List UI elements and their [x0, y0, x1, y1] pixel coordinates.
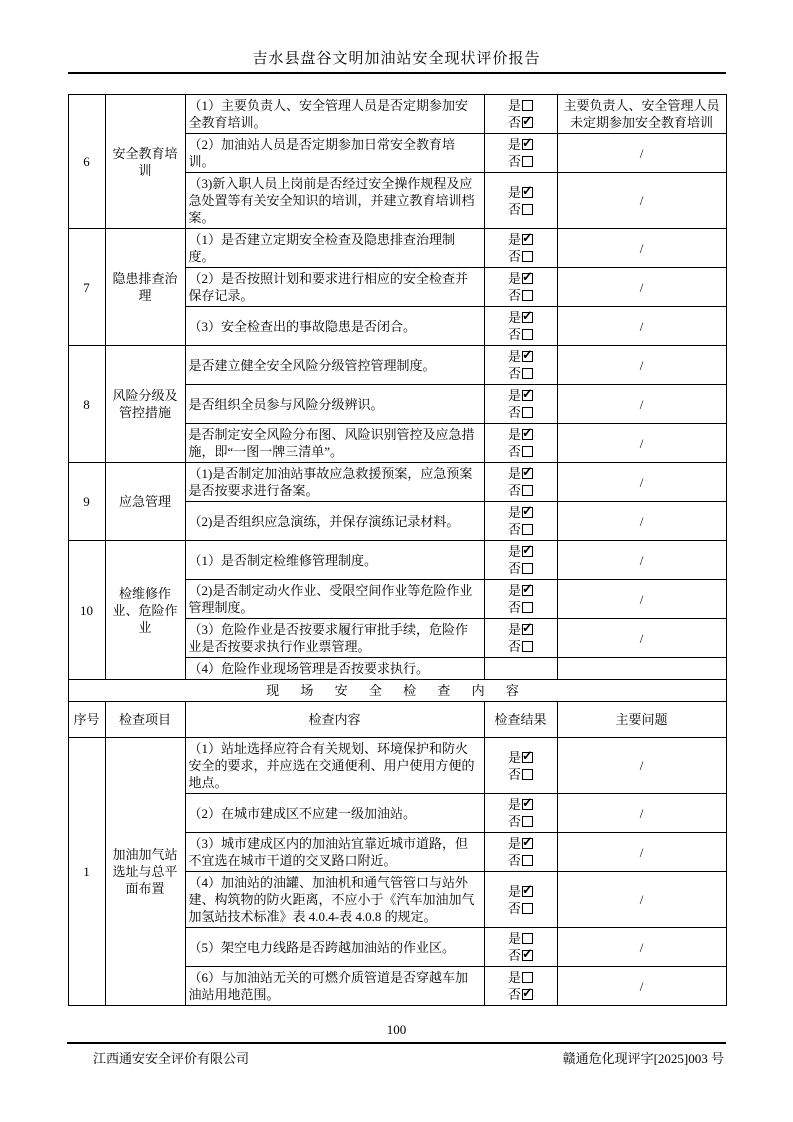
main-problem-cell: / [557, 385, 726, 424]
main-problem-cell: / [557, 928, 726, 967]
check-content-cell: 是否组织全员参与风险分级辨识。 [185, 385, 484, 424]
checkbox-label: 是 [507, 310, 521, 325]
column-header-result: 检查结果 [484, 702, 557, 738]
check-content-cell: （5）架空电力线路是否跨越加油站的作业区。 [185, 928, 484, 967]
checkbox-checked-icon: ✓ [522, 747, 533, 763]
checkbox-unchecked-icon [522, 563, 533, 574]
column-header-content: 检查内容 [185, 702, 484, 738]
checkbox-label: 是 [507, 583, 521, 598]
checkbox-label: 否 [507, 948, 521, 963]
main-problem-cell: / [557, 268, 726, 307]
check-result-cell [484, 502, 557, 541]
checkbox-label: 是 [507, 232, 521, 247]
main-problem-cell: / [557, 580, 726, 619]
checkbox-checked-icon: ✓ [522, 308, 533, 323]
checkbox-checked-icon: ✓ [522, 542, 533, 557]
check-content-cell: （4）危险作业现场管理是否按要求执行。 [185, 658, 484, 680]
inspection-table [68, 94, 727, 1006]
check-project-cell: 加油加气站选址与总平面布置 [105, 738, 185, 1006]
check-project-cell: 应急管理 [105, 463, 185, 541]
checkbox-checked-icon: ✓ [522, 795, 533, 810]
checkbox-checked-icon: ✓ [522, 985, 533, 1000]
column-header-project: 检查项目 [105, 702, 185, 738]
check-content-cell: （3)新入职人员上岗前是否经过安全操作规程及应急处置等有关安全知识的培训，并建立教育培训档案。 [185, 173, 484, 229]
check-result-cell [484, 872, 557, 928]
checkbox-unchecked-icon [522, 251, 533, 262]
checkbox-checked-icon: ✓ [522, 135, 533, 150]
check-result-cell [484, 658, 557, 680]
check-result-cell [484, 580, 557, 619]
checkbox-checked-icon: ✓ [522, 581, 533, 596]
check-content-cell: （2)是否制定动火作业、受限空间作业等危险作业管理制度。 [185, 580, 484, 619]
main-problem-cell: / [557, 833, 726, 872]
checkbox-unchecked-icon [522, 816, 533, 827]
check-result-cell [484, 424, 557, 463]
checkbox-checked-icon: ✓ [522, 620, 533, 635]
checkbox-label: 否 [507, 900, 521, 916]
checkbox-checked-icon: ✓ [522, 386, 533, 401]
check-content-cell: （1）站址选择应符合有关规划、环境保护和防火安全的要求，并应选在交通便利、用户使用方便的地点。 [185, 738, 484, 794]
checkbox-unchecked-icon [522, 446, 533, 457]
main-problem-cell: / [557, 346, 726, 385]
check-content-cell: （1）主要负责人、安全管理人员是否定期参加安全教育培训。 [185, 95, 484, 134]
check-content-cell: （3）危险作业是否按要求履行审批手续，危险作业是否按要求执行作业票管理。 [185, 619, 484, 658]
checkbox-unchecked-icon [522, 156, 533, 167]
checkbox-unchecked-icon [522, 100, 533, 111]
checkbox-checked-icon: ✓ [522, 347, 533, 362]
row-number-cell: 10 [68, 541, 105, 680]
checkbox-label: 是 [507, 797, 521, 812]
checkbox-unchecked-icon [522, 602, 533, 613]
table-row [68, 738, 726, 794]
check-content-cell: （6）与加油站无关的可燃介质管道是否穿越车加油站用地范围。 [185, 967, 484, 1006]
table-row [68, 95, 726, 134]
row-number-cell: 9 [68, 463, 105, 541]
inspection-table-body [68, 95, 726, 1006]
checkbox-label: 是 [507, 271, 521, 286]
checkbox-unchecked-icon [522, 855, 533, 866]
checkbox-label: 是 [507, 883, 521, 899]
checkbox-unchecked-icon [522, 641, 533, 652]
checkbox-label: 是 [507, 931, 521, 946]
check-content-cell: （1)是否制定加油站事故应急救援预案，应急预案是否按要求进行备案。 [185, 463, 484, 502]
check-content-cell: （2）在城市建成区不应建一级加油站。 [185, 794, 484, 833]
check-result-cell [484, 346, 557, 385]
check-result-cell [484, 385, 557, 424]
checkbox-checked-icon: ✓ [522, 881, 533, 897]
checkbox-checked-icon: ✓ [522, 230, 533, 245]
checkbox-label: 是 [507, 544, 521, 559]
check-result-cell [484, 541, 557, 580]
checkbox-label: 是 [507, 970, 521, 985]
checkbox-checked-icon: ✓ [522, 834, 533, 849]
main-problem-cell: / [557, 967, 726, 1006]
main-problem-cell: / [557, 173, 726, 229]
table-row [68, 229, 726, 268]
checkbox-unchecked-icon [522, 972, 533, 983]
check-content-cell: （3）城市建成区内的加油站宜靠近城市道路，但不宜选在城市干道的交叉路口附近。 [185, 833, 484, 872]
check-result-cell [484, 967, 557, 1006]
page-title: 吉水县盘谷文明加油站安全现状评价报告 [252, 51, 541, 67]
check-result-cell [484, 738, 557, 794]
checkbox-label: 否 [507, 249, 521, 264]
row-number-cell: 7 [68, 229, 105, 346]
checkbox-checked-icon: ✓ [522, 503, 533, 518]
checkbox-label: 否 [507, 522, 521, 537]
check-content-cell: （4）加油站的油罐、加油机和通气管管口与站外建、构筑物的防火距离，不应小于《汽车加油加气加氢站技术标准》表 4.0.4-表 4.0.8 的规定。 [185, 872, 484, 928]
check-project-cell: 隐患排查治理 [105, 229, 185, 346]
checkbox-label: 否 [507, 766, 521, 782]
checkbox-label: 是 [507, 184, 521, 200]
check-result-cell [484, 95, 557, 134]
checkbox-label: 否 [507, 483, 521, 498]
check-content-cell: （3）安全检查出的事故隐患是否闭合。 [185, 307, 484, 346]
main-problem-cell: / [557, 619, 726, 658]
header-rule [68, 72, 726, 74]
check-result-cell [484, 229, 557, 268]
checkbox-label: 是 [507, 349, 521, 364]
page-number: 100 [386, 1022, 407, 1037]
checkbox-unchecked-icon [522, 407, 533, 418]
checkbox-label: 是 [507, 388, 521, 403]
check-result-cell [484, 134, 557, 173]
table-row [68, 463, 726, 502]
check-result-cell [484, 268, 557, 307]
check-project-cell: 安全教育培训 [105, 95, 185, 229]
checkbox-label: 否 [507, 814, 521, 829]
checkbox-unchecked-icon [522, 368, 533, 379]
checkbox-checked-icon: ✓ [522, 269, 533, 284]
column-header-problem: 主要问题 [557, 702, 726, 738]
checkbox-checked-icon: ✓ [522, 182, 533, 198]
checkbox-label: 是 [507, 137, 521, 152]
checkbox-unchecked-icon [522, 290, 533, 301]
main-problem-cell: / [557, 424, 726, 463]
checkbox-label: 是 [507, 622, 521, 637]
checkbox-label: 否 [507, 405, 521, 420]
checkbox-label: 否 [507, 987, 521, 1002]
checkbox-checked-icon: ✓ [522, 946, 533, 961]
main-problem-cell: 主要负责人、安全管理人员未定期参加安全教育培训 [557, 95, 726, 134]
main-problem-cell: / [557, 229, 726, 268]
check-result-cell [484, 463, 557, 502]
section-title-cell: 现 场 安 全 检 查 内 容 [68, 680, 726, 702]
check-content-cell: （2）是否按照计划和要求进行相应的安全检查并保存记录。 [185, 268, 484, 307]
checkbox-unchecked-icon [522, 524, 533, 535]
check-project-cell: 检维修作业、危险作业 [105, 541, 185, 680]
check-project-cell: 风险分级及管控措施 [105, 346, 185, 463]
row-number-cell: 1 [68, 738, 105, 1006]
check-result-cell [484, 833, 557, 872]
checkbox-checked-icon: ✓ [522, 113, 533, 128]
main-problem-cell: / [557, 463, 726, 502]
checkbox-unchecked-icon [522, 903, 533, 914]
checkbox-label: 否 [507, 366, 521, 381]
check-content-cell: （2）加油站人员是否定期参加日常安全教育培训。 [185, 134, 484, 173]
checkbox-label: 否 [507, 288, 521, 303]
check-result-cell [484, 794, 557, 833]
checkbox-label: 否 [507, 853, 521, 868]
table-row [68, 346, 726, 385]
checkbox-label: 否 [507, 115, 521, 130]
main-problem-cell: / [557, 738, 726, 794]
main-problem-cell: / [557, 307, 726, 346]
main-problem-cell: / [557, 872, 726, 928]
table-row [68, 541, 726, 580]
checkbox-label: 是 [507, 466, 521, 481]
check-content-cell: （1）是否建立定期安全检查及隐患排查治理制度。 [185, 229, 484, 268]
section-title-row [68, 680, 726, 702]
main-problem-cell: / [557, 134, 726, 173]
checkbox-unchecked-icon [522, 204, 533, 215]
row-number-cell: 8 [68, 346, 105, 463]
checkbox-label: 是 [507, 836, 521, 851]
check-content-cell: 是否制定安全风险分布图、风险识别管控及应急措施，即“一图一牌三清单”。 [185, 424, 484, 463]
main-problem-cell: / [557, 794, 726, 833]
column-header-no: 序号 [68, 702, 105, 738]
check-result-cell [484, 173, 557, 229]
checkbox-label: 否 [507, 154, 521, 169]
check-content-cell: （1）是否制定检维修管理制度。 [185, 541, 484, 580]
check-content-cell: 是否建立健全安全风险分级管控管理制度。 [185, 346, 484, 385]
checkbox-unchecked-icon [522, 769, 533, 780]
checkbox-label: 是 [507, 98, 521, 113]
main-problem-cell: / [557, 502, 726, 541]
checkbox-label: 是 [507, 749, 521, 765]
footer-company: 江西通安安全评价有限公司 [93, 1051, 250, 1066]
check-result-cell [484, 307, 557, 346]
row-number-cell: 6 [68, 95, 105, 229]
checkbox-label: 否 [507, 639, 521, 654]
footer-doc-number: 赣通危化现评字[2025]003 号 [562, 1051, 724, 1066]
main-problem-cell: / [557, 541, 726, 580]
main-problem-cell [557, 658, 726, 680]
checkbox-checked-icon: ✓ [522, 464, 533, 479]
checkbox-checked-icon: ✓ [522, 425, 533, 440]
checkbox-label: 否 [507, 561, 521, 576]
checkbox-unchecked-icon [522, 485, 533, 496]
checkbox-unchecked-icon [522, 933, 533, 944]
checkbox-label: 是 [507, 505, 521, 520]
checkbox-label: 否 [507, 327, 521, 342]
checkbox-unchecked-icon [522, 329, 533, 340]
column-header-row [68, 702, 726, 738]
checkbox-label: 否 [507, 600, 521, 615]
check-result-cell [484, 928, 557, 967]
checkbox-label: 否 [507, 201, 521, 217]
checkbox-label: 否 [507, 444, 521, 459]
check-content-cell: （2)是否组织应急演练，并保存演练记录材料。 [185, 502, 484, 541]
checkbox-label: 是 [507, 427, 521, 442]
page-footer [67, 1022, 726, 1067]
check-result-cell [484, 619, 557, 658]
